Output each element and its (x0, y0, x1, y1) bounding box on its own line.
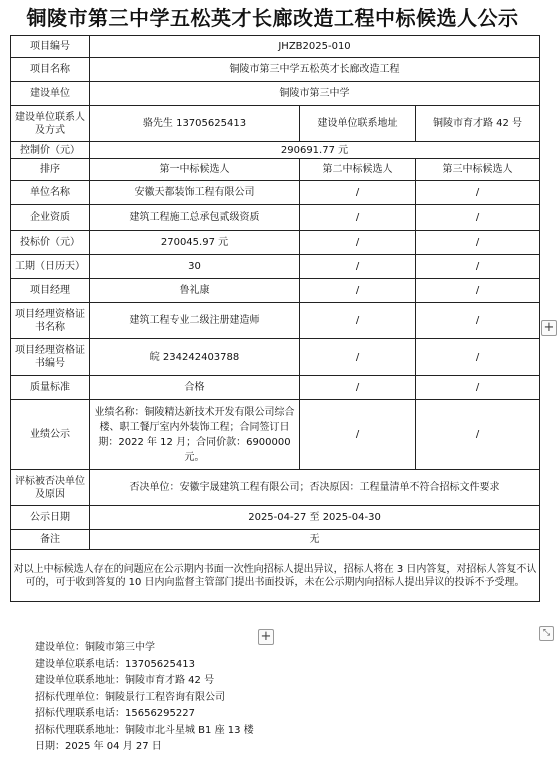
footer-agent-phone: 招标代理联系电话：15656295227 (35, 708, 195, 719)
notice-text: 对以上中标候选人存在的问题应在公示期内书面一次性向招标人提出异议，招标人将在 3 日内答复，对招标人答复不认可的，可于收到答复的 10 日内向监督主管部门提出书面投诉，未在公示期内向招标人提出异议的投诉不予受理。 (11, 550, 540, 602)
table-row (11, 181, 540, 205)
duration-label: 工期（日历天） (11, 255, 90, 279)
manager: 鲁礼康 (90, 279, 300, 303)
date-label: 公示日期 (11, 506, 90, 530)
remark: 无 (90, 530, 540, 550)
table-row (11, 376, 540, 400)
table-row (11, 82, 540, 106)
table-row (11, 303, 540, 339)
third-unit: / (416, 181, 540, 205)
second-manager: / (300, 279, 416, 303)
footer-agent-address: 招标代理联系地址：铜陵市北斗星城 B1 座 13 楼 (35, 724, 254, 736)
add-row-plus-icon[interactable]: + (258, 629, 274, 645)
address-label: 建设单位联系地址 (300, 106, 416, 142)
third-candidate-header: 第三中标候选人 (416, 159, 540, 181)
third-cert-name: / (416, 303, 540, 339)
project-name-label: 项目名称 (11, 58, 90, 82)
second-candidate-header: 第二中标候选人 (300, 159, 416, 181)
table-row (11, 506, 540, 530)
table-row (11, 255, 540, 279)
table-row (11, 231, 540, 255)
third-bid-price: / (416, 231, 540, 255)
address: 铜陵市育才路 42 号 (416, 106, 540, 142)
footer-info (35, 640, 254, 756)
unit-label: 单位名称 (11, 181, 90, 205)
table-row (11, 400, 540, 470)
bid-price: 270045.97 元 (90, 231, 300, 255)
second-qualification: / (300, 205, 416, 231)
reject-label: 评标被否决单位及原因 (11, 470, 90, 506)
performance-label: 业绩公示 (11, 400, 90, 470)
publicity-date: 2025-04-27 至 2025-04-30 (90, 506, 540, 530)
table-row (11, 36, 540, 58)
table-resize-handle-icon[interactable]: ⤡ (539, 626, 554, 641)
builder-label: 建设单位 (11, 82, 90, 106)
second-bid-price: / (300, 231, 416, 255)
footer-date: 日期：2025 年 04 月 27 日 (35, 741, 162, 752)
second-cert-no: / (300, 339, 416, 376)
third-quality: / (416, 376, 540, 400)
footer-agent: 招标代理单位：铜陵景行工程咨询有限公司 (35, 691, 225, 703)
add-column-plus-icon[interactable]: + (541, 320, 557, 336)
footer-phone: 建设单位联系电话：13705625413 (35, 658, 195, 670)
page-title: 铜陵市第三中学五松英才长廊改造工程中标候选人公示 (26, 6, 519, 30)
third-cert-no: / (416, 339, 540, 376)
table-row (11, 159, 540, 181)
third-performance: / (416, 400, 540, 470)
builder: 铜陵市第三中学 (90, 82, 540, 106)
footer-builder: 建设单位：铜陵市第三中学 (35, 642, 155, 653)
cert-no-label: 项目经理资格证书编号 (11, 339, 90, 376)
first-candidate-header: 第一中标候选人 (90, 159, 300, 181)
control-price-label: 控制价（元） (11, 142, 90, 159)
cert-name-label: 项目经理资格证书名称 (11, 303, 90, 339)
cert-no: 皖 234242403788 (90, 339, 300, 376)
bid-price-label: 投标价（元） (11, 231, 90, 255)
second-quality: / (300, 376, 416, 400)
table-row (11, 106, 540, 142)
contact-label: 建设单位联系人及方式 (11, 106, 90, 142)
project-no-label: 项目编号 (11, 36, 90, 58)
qualification: 建筑工程施工总承包贰级资质 (90, 205, 300, 231)
cert-name: 建筑工程专业二级注册建造师 (90, 303, 300, 339)
performance: 业绩名称：铜陵精达新技术开发有限公司综合楼、职工餐厅室内外装饰工程；合同签订日期：2022 年 12 月；合同价款：6900000元。 (90, 400, 300, 470)
unit: 安徽天都装饰工程有限公司 (90, 181, 300, 205)
third-duration: / (416, 255, 540, 279)
quality-label: 质量标准 (11, 376, 90, 400)
table-row (11, 470, 540, 506)
third-qualification: / (416, 205, 540, 231)
duration: 30 (90, 255, 300, 279)
project-no: JHZB2025-010 (90, 36, 540, 58)
control-price: 290691.77 元 (90, 142, 540, 159)
table-row (11, 58, 540, 82)
second-cert-name: / (300, 303, 416, 339)
project-name: 铜陵市第三中学五松英才长廊改造工程 (90, 58, 540, 82)
table-row (11, 550, 540, 602)
table-row (11, 530, 540, 550)
contact: 骆先生 13705625413 (90, 106, 300, 142)
table-row (11, 142, 540, 159)
manager-label: 项目经理 (11, 279, 90, 303)
candidate-table (10, 35, 540, 602)
quality: 合格 (90, 376, 300, 400)
footer-address: 建设单位联系地址：铜陵市育才路 42 号 (35, 675, 215, 686)
remark-label: 备注 (11, 530, 90, 550)
reject: 否决单位：安徽宇晟建筑工程有限公司；否决原因：工程量清单不符合招标文件要求 (90, 470, 540, 506)
qualification-label: 企业资质 (11, 205, 90, 231)
rank-label: 排序 (11, 159, 90, 181)
second-duration: / (300, 255, 416, 279)
table-row (11, 205, 540, 231)
second-unit: / (300, 181, 416, 205)
second-performance: / (300, 400, 416, 470)
third-manager: / (416, 279, 540, 303)
table-row (11, 279, 540, 303)
table-row (11, 339, 540, 376)
